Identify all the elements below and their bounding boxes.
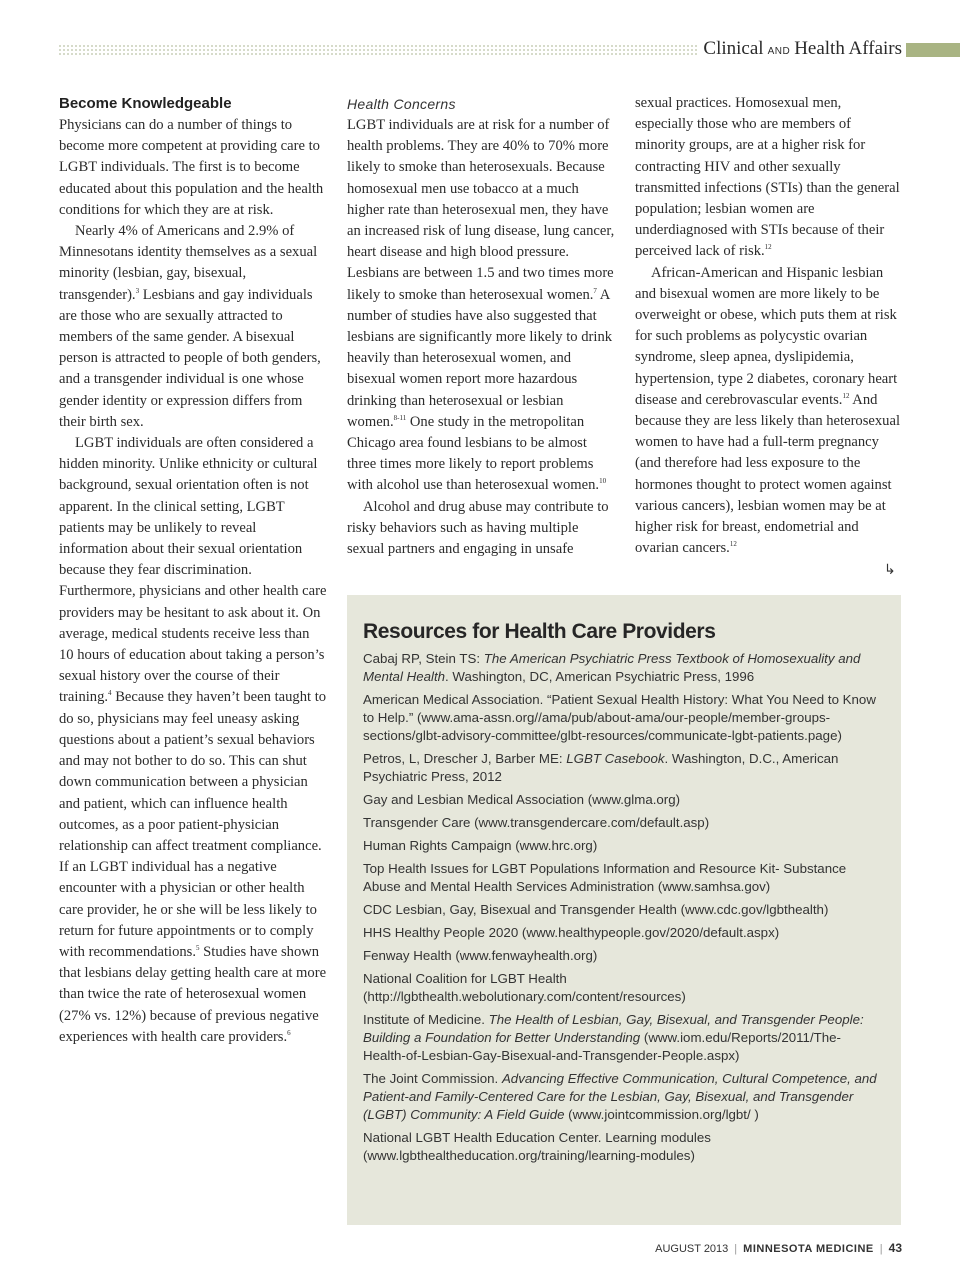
resource-item: Gay and Lesbian Medical Association (www.glma.org) (363, 792, 681, 807)
column-2 (347, 93, 615, 560)
resources-title: Resources for Health Care Providers (363, 620, 716, 643)
section-header: Clinical AND Health Affairs (703, 38, 902, 59)
paragraph: Physicians can do a number of things to become more competent at providing care to LGBT individuals. The first is to become educated about this population and the health conditions for which they are at risk. (59, 117, 324, 218)
column-3 (635, 93, 903, 559)
paragraph: African-American and Hispanic lesbian and bisexual women are more likely to be overweight or obese, which puts them at risk for such problems as polycystic ovarian syndrome, sleep apnea, dyslipidemia, hypertension, type 2 diabetes, coronary heart disease and cerebrovascular events.$^{12}$ And because they are less likely than heterosexual women to have had a full-term pregnancy (and therefore had less exposure to the hormones thought to protect women against various cancers), lesbian women may be at higher risk for breast, endometrial and ovarian cancers.$^{12}$ (635, 264, 901, 557)
paragraph: Nearly 4% of Americans and 2.9% of Minnesotans identity themselves as a sexual minority (lesbian, gay, bisexual, transgender).$^3$ Lesbians and gay individuals are those who are sexually attracted to members of the same gender. A bisexual person is attracted to people of both genders, and a transgender individual is one whose gender identity or expression differs from their birth sex. (59, 223, 321, 430)
resource-item: National Coalition for LGBT Health (http://lgbthealth.webolutionary.com/content/resources) (363, 971, 686, 1004)
resource-item: American Medical Association. “Patient Sexual Health History: What You Need to Know to Help.” (www.ama-assn.org//ama/pub/about-ama/our-people/member-groups-sections/glbt-advisory-committee/glbt-resources/communicate-lgbt-patients.page) (363, 692, 876, 743)
footer-magazine: MINNESOTA MEDICINE (743, 1243, 874, 1255)
resource-item: Petros, L, Drescher J, Barber ME: LGBT Casebook. Washington, D.C., American Psychiatric Press, 2012 (363, 751, 839, 784)
header-accent-bar (906, 43, 960, 57)
resource-item: Institute of Medicine. The Health of Lesbian, Gay, Bisexual, and Transgender People: Building a Foundation for Better Understanding (www.iom.edu/Reports/2011/The-Health-of-Lesbian-Gay-Bisexual-and-Transgender-People.aspx) (363, 1012, 864, 1063)
paragraph: sexual practices. Homosexual men, especially those who are members of minority groups, are at a higher risk for contracting HIV and other sexually transmitted infections (STIs) than the general population; lesbian women are underdiagnosed with STIs because of their perceived lack of risk.$^{12}$ (635, 95, 900, 260)
resource-item: HHS Healthy People 2020 (www.healthypeople.gov/2020/default.aspx) (363, 925, 780, 940)
column-1 (59, 93, 327, 1048)
resource-item: CDC Lesbian, Gay, Bisexual and Transgender Health (www.cdc.gov/lgbthealth) (363, 902, 829, 917)
page-number: 43 (888, 1241, 902, 1255)
resource-item: Transgender Care (www.transgendercare.com/default.asp) (363, 815, 710, 830)
resource-item: Fenway Health (www.fenwayhealth.org) (363, 948, 598, 963)
paragraph: Alcohol and drug abuse may contribute to risky behaviors such as having multiple sexual partners and engaging in unsafe (347, 498, 609, 558)
paragraph: LGBT individuals are often considered a hidden minority. Unlike ethnicity or cultural background, sexual orientation often is not apparent. In the clinical setting, LGBT patients may be unlikely to reveal information about their sexual orientation because they fear discrimination. Furthermore, physicians and other health care providers may be hesitant to ask about it. On average, medical students receive less than 10 hours of education about taking a person’s sexual history over the course of their training.$^4$ Because they haven’t been taught to do so, physicians may feel uneasy asking questions about a patient’s sexual behaviors and may not bother to do so. This can shut down communication between a physician and patient, which can influence health outcomes, as a poor patient-physician relationship can affect treatment compliance. If an LGBT individual has a negative encounter with a physician or other health care provider, he or she will be less likely to return for future appointments or to comply with recommendations.$^5$ Studies have shown that lesbians delay getting health care at more than twice the rate of heterosexual women (27% vs. 12%) because of previous negative experiences with health care providers.$^6$ (59, 435, 327, 1045)
resource-item: National LGBT Health Education Center. Learning modules (www.lgbthealtheducation.org/training/learning-modules) (363, 1130, 711, 1163)
resource-item: Top Health Issues for LGBT Populations Information and Resource Kit- Substance Abuse and Mental Health Services Administration (www.samhsa.gov) (363, 861, 847, 894)
resource-item: Human Rights Campaign (www.hrc.org) (363, 838, 598, 853)
continue-arrow-icon: ↳ (884, 562, 896, 578)
footer-date: AUGUST 2013 (655, 1243, 729, 1255)
page-footer: AUGUST 2013 | MINNESOTA MEDICINE | 43 (655, 1241, 902, 1255)
resource-item: The Joint Commission. Advancing Effective Communication, Cultural Competence, and Patient-and Family-Centered Care for the Lesbian, Gay, Bisexual, and Transgender (LGBT) Community: A Field Guide (www.jointcommission.org/lgbt/ ) (363, 1071, 877, 1122)
resource-item: Cabaj RP, Stein TS: The American Psychiatric Press Textbook of Homosexuality and Mental Health. Washington, DC, American Psychiatric Press, 1996 (363, 651, 861, 684)
header-dot-band (58, 44, 698, 56)
heading-become-knowledgeable: Become Knowledgeable (59, 95, 232, 112)
resources-list (363, 650, 883, 1170)
paragraph: LGBT individuals are at risk for a number of health problems. They are 40% to 70% more likely to smoke than heterosexuals. Because homosexual men use tobacco at a much higher rate than heterosexual men, they have an increased risk of lung disease, lung cancer, heart disease and high blood pressure. Lesbians are between 1.5 and two times more likely to smoke than heterosexual women.$^7$ A number of studies have also suggested that lesbians are significantly more likely to drink heavily than heterosexual women, and bisexual women report more hazardous drinking than heterosexual or lesbian women.$^{8-11}$ One study in the metropolitan Chicago area found lesbians to be almost three times more likely to report problems with alcohol use than heterosexual women.$^{10}$ (347, 117, 615, 494)
heading-health-concerns: Health Concerns (347, 96, 456, 112)
